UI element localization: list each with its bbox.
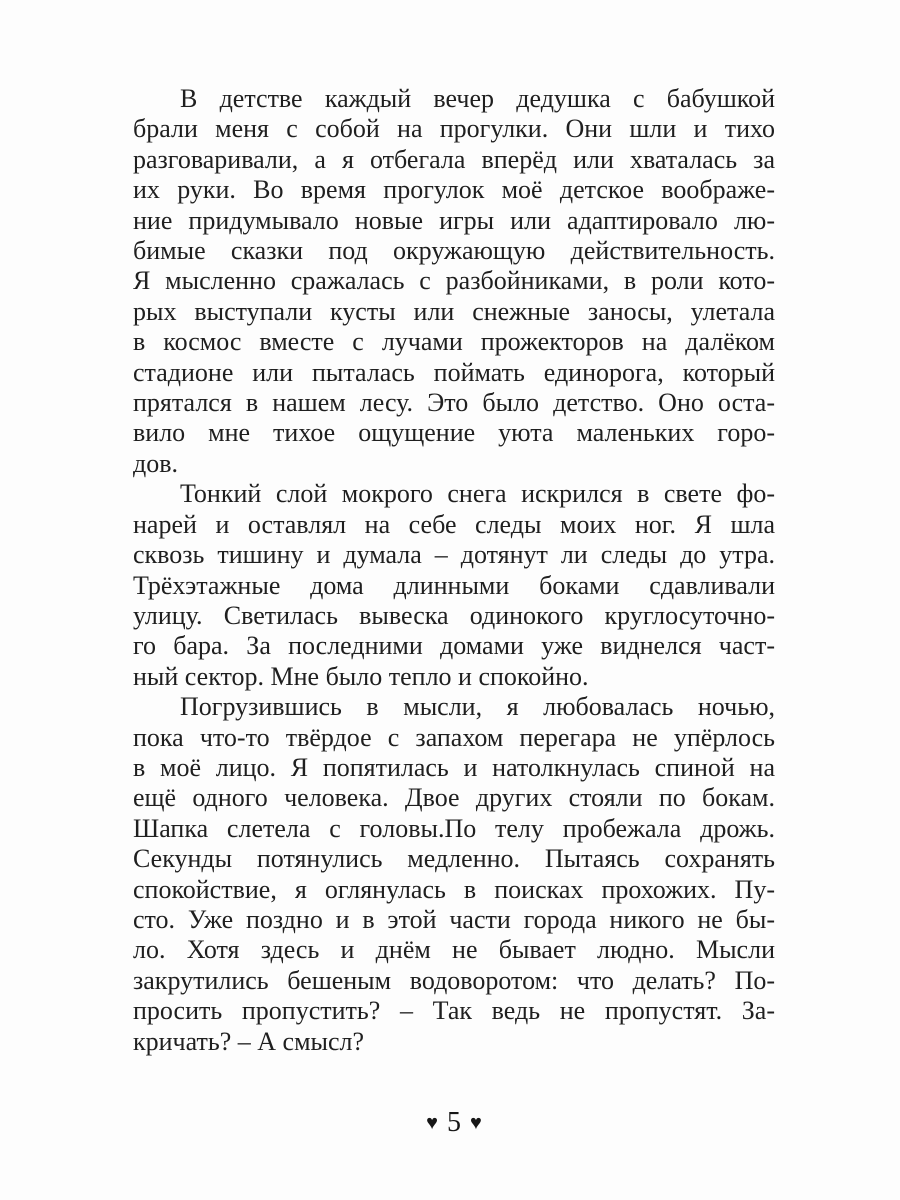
text-line: бимые сказки под окружающую действительность. [133, 236, 775, 266]
text-line: сто. Уже поздно и в этой части города никого не бы- [133, 904, 775, 934]
text-line: ещё одного человека. Двое других стояли по бокам. [133, 783, 775, 813]
text-line: ние придумывало новые игры или адаптировало лю- [133, 205, 775, 235]
text-line: сквозь тишину и думала – дотянут ли следы до утра. [133, 540, 775, 570]
text-line: Шапка слетела с головы.По телу пробежала дрожь. [133, 813, 775, 843]
text-line: ло. Хотя здесь и днём не бывает людно. Мысли [133, 935, 775, 965]
page-footer [133, 1106, 775, 1142]
text-line: закрутились бешеным водоворотом: что делать? По- [133, 965, 775, 995]
heart-icon: ♥ [426, 1112, 438, 1134]
text-line: просить пропустить? – Так ведь не пропустят. За- [133, 996, 775, 1026]
text-line: спокойствие, я оглянулась в поисках прохожих. Пу- [133, 874, 775, 904]
text-line: кричать? – А смысл? [133, 1026, 365, 1056]
text-line: Трёхэтажные дома длинными боками сдавливали [133, 570, 775, 600]
text-line: нарей и оставлял на себе следы моих ног. Я шла [133, 509, 775, 539]
text-line: Я мысленно сражалась с разбойниками, в роли кото- [133, 266, 775, 296]
text-line: прятался в нашем лесу. Это было детство. Оно оста- [133, 388, 775, 418]
heart-icon: ♥ [470, 1112, 482, 1134]
page-number: 5 [447, 1107, 461, 1138]
text-line: стадионе или пыталась поймать единорога, который [133, 357, 775, 387]
text-line: в космос вместе с лучами прожекторов на далёком [133, 327, 775, 357]
text-line: вило мне тихое ощущение уюта маленьких горо- [133, 418, 775, 448]
text-line: рых выступали кусты или снежные заносы, улетала [133, 296, 775, 326]
text-line: улицу. Светилась вывеска одинокого круглосуточно- [133, 600, 775, 630]
text-line: В детстве каждый вечер дедушка с бабушкой [180, 84, 775, 113]
text-line: их руки. Во время прогулок моё детское воображе- [133, 175, 775, 205]
text-line: Погрузившись в мысли, я любовалась ночью, [180, 692, 775, 722]
text-line: пока что-то твёрдое с запахом перегара не упёрлось [133, 722, 775, 752]
text-line: ный сектор. Мне было тепло и спокойно. [133, 661, 589, 691]
text-line: Тонкий слой мокрого снега искрился в свете фо- [180, 479, 775, 509]
text-line: брали меня с собой на прогулки. Они шли и тихо [133, 114, 775, 144]
page-text [133, 84, 775, 1057]
text-line: го бара. За последними домами уже виднелся част- [133, 631, 775, 661]
text-line: в моё лицо. Я попятилась и натолкнулась спиной на [133, 752, 775, 782]
text-line: Секунды потянулись медленно. Пытаясь сохранять [133, 844, 775, 874]
text-line: дов. [133, 448, 179, 478]
text-line: разговаривали, а я отбегала вперёд или хваталась за [133, 144, 775, 174]
